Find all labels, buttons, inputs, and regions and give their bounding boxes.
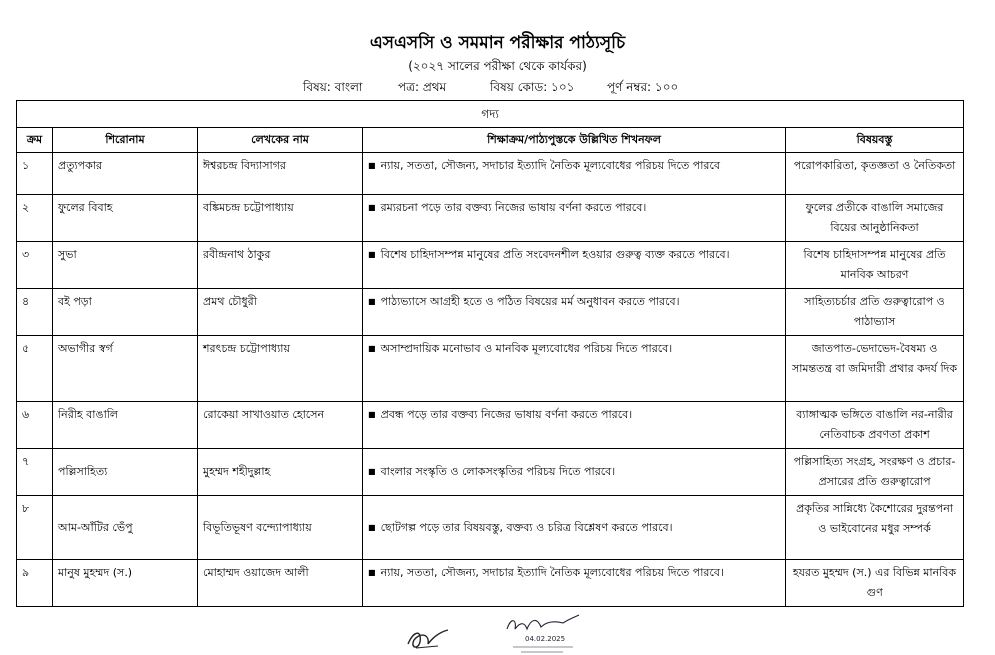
row-outcome — [363, 402, 786, 449]
outcome-text: বাংলার সংস্কৃতি ও লোকসংস্কৃতির পরিচয় দিতে পারবে। — [380, 465, 616, 478]
content-text: পল্লিসাহিত্য সংগ্রহ, সংরক্ষণ ও প্রচার-প্রসারের প্রতি গুরুত্বারোপ — [793, 455, 956, 488]
row-serial — [17, 195, 53, 242]
page-title: এসএসসি ও সমমান পরীক্ষার পাঠ্যসূচি — [369, 33, 626, 53]
bullet-icon: ■ — [368, 522, 376, 532]
table-row — [17, 449, 964, 496]
col-header-title: শিরোনাম — [53, 128, 198, 153]
row-content — [786, 289, 964, 336]
bullet-icon: ■ — [368, 250, 376, 259]
row-content — [786, 496, 964, 560]
row-outcome — [363, 195, 786, 242]
outcome-text: রম্যরচনা পড়ে তার বক্তব্য নিজের ভাষায় বর্ণনা করতে পারবে। — [380, 201, 647, 214]
bullet-icon: ■ — [368, 161, 376, 170]
title-text: ফুলের বিবাহ — [58, 201, 113, 214]
row-title — [53, 153, 198, 195]
row-title — [53, 496, 198, 560]
serial-text: ২ — [22, 201, 30, 214]
title-text: নিরীহ বাঙালি — [58, 408, 119, 421]
signature-1 — [404, 624, 452, 652]
content-text: সাহিত্যচর্চার প্রতি গুরুত্বারোপ ও পাঠাভ্যাস — [804, 295, 945, 328]
title-text: মানুষ মুহম্মদ (স.) — [58, 566, 133, 579]
syllabus-table — [16, 100, 964, 607]
outcome-text: পাঠ্যভ্যাসে আগ্রহী হতে ও পঠিত বিষয়ের মর্ম অনুধাবন করতে পারবে। — [380, 295, 680, 308]
row-author — [198, 496, 363, 560]
outcome-text: বিশেষ চাহিদাসম্পন্ন মানুষের প্রতি সংবেদনশীল হওয়ার গুরুত্ব ব্যক্ত করতে পারবে। — [380, 248, 730, 261]
author-text: ঈশ্বরচন্দ্র বিদ্যাসাগর — [203, 159, 286, 172]
row-serial — [17, 336, 53, 402]
content-text: প্রকৃতির সান্নিধ্যে কৈশোরের দুরন্তপনা ও ভাইবোনের মধুর সম্পর্ক — [796, 502, 953, 535]
subject-code-label: বিষয় কোড: ১০১ — [490, 80, 575, 94]
row-title — [53, 402, 198, 449]
row-title — [53, 289, 198, 336]
signature-date: 04.02.2025 — [525, 635, 566, 643]
paper-label: পত্র: প্রথম — [398, 80, 447, 94]
bullet-icon: ■ — [368, 467, 376, 476]
table-row — [17, 242, 964, 289]
author-text: মুহম্মদ শহীদুল্লাহ — [203, 465, 271, 478]
author-text: রবীন্দ্রনাথ ঠাকুর — [203, 248, 271, 261]
table-row — [17, 289, 964, 336]
outcome-text: প্রবন্ধ পড়ে তার বক্তব্য নিজের ভাষায় বর্ণনা করতে পারবে। — [380, 408, 633, 421]
content-text: হযরত মুহম্মদ (স.) এর বিভিন্ন মানবিক গুণ — [792, 566, 957, 599]
row-content — [786, 402, 964, 449]
serial-text: ৯ — [22, 566, 30, 579]
table-row — [17, 195, 964, 242]
bullet-icon: ■ — [368, 568, 376, 577]
content-text: ফুলের প্রতীকে বাঙালি সমাজের বিয়ের আনুষ্ঠানিকতা — [805, 201, 944, 234]
table-row — [17, 402, 964, 449]
author-text: প্রমথ চৌধুরী — [203, 295, 257, 308]
content-text: পরোপকারিতা, কৃতজ্ঞতা ও নৈতিকতা — [793, 159, 956, 172]
row-title — [53, 242, 198, 289]
row-serial — [17, 289, 53, 336]
bullet-icon: ■ — [368, 203, 376, 212]
row-serial — [17, 153, 53, 195]
row-title — [53, 336, 198, 402]
subject-meta — [0, 79, 995, 97]
title-text: অভাগীর স্বর্গ — [58, 342, 113, 355]
col-header-author: লেখকের নাম — [198, 128, 363, 153]
row-content — [786, 153, 964, 195]
row-author — [198, 195, 363, 242]
row-serial — [17, 449, 53, 496]
section-label: গদ্য — [17, 101, 964, 128]
row-title — [53, 560, 198, 607]
bullet-icon: ■ — [368, 344, 376, 353]
title-text: সুভা — [58, 248, 77, 261]
row-content — [786, 336, 964, 402]
row-author — [198, 449, 363, 496]
serial-text: ৬ — [22, 408, 30, 421]
serial-text: ৩ — [22, 248, 30, 261]
title-text: পল্লিসাহিত্য — [58, 465, 108, 478]
row-content — [786, 560, 964, 607]
table-row — [17, 336, 964, 402]
subject-label: বিষয়: বাংলা — [303, 80, 363, 94]
serial-text: ৪ — [22, 295, 30, 308]
outcome-text: ন্যায়, সততা, সৌজন্য, সদাচার ইত্যাদি নৈতিক মূল্যবোধের পরিচয় দিতে পারবে। — [380, 566, 724, 579]
row-serial — [17, 496, 53, 560]
signature-2 — [503, 611, 583, 655]
row-title — [53, 195, 198, 242]
author-text: রোকেয়া সাখাওয়াত হোসেন — [203, 408, 325, 421]
row-outcome — [363, 449, 786, 496]
content-text: জাতপাত-ভেদাভেদ-বৈষম্য ও সামন্ততন্ত্র বা জমিদারী প্রথার কদর্য দিক — [791, 342, 958, 375]
bullet-icon: ■ — [368, 297, 376, 306]
row-author — [198, 336, 363, 402]
author-text: বঙ্কিমচন্দ্র চট্টোপাধ্যায় — [203, 201, 294, 214]
row-outcome — [363, 496, 786, 560]
full-marks-label: পূর্ণ নম্বর: ১০০ — [607, 80, 679, 94]
row-outcome — [363, 336, 786, 402]
row-serial — [17, 560, 53, 607]
row-outcome — [363, 560, 786, 607]
row-author — [198, 153, 363, 195]
content-text: ব্যাঙ্গাত্মক ভঙ্গিতে বাঙালি নর-নারীর নেতিবাচক প্রবণতা প্রকাশ — [796, 408, 953, 441]
col-header-serial: ক্রম — [17, 128, 53, 153]
row-author — [198, 402, 363, 449]
outcome-text: ছোটগল্প পড়ে তার বিষয়বস্তু, বক্তব্য ও চরিত্র বিশ্লেষণ করতে পারবে। — [380, 520, 673, 534]
row-serial — [17, 402, 53, 449]
row-content — [786, 195, 964, 242]
row-author — [198, 289, 363, 336]
row-author — [198, 560, 363, 607]
author-text: শরৎচন্দ্র চট্টোপাধ্যায় — [203, 342, 290, 355]
table-row — [17, 153, 964, 195]
row-title — [53, 449, 198, 496]
author-text: বিভূতিভূষণ বন্দ্যোপাধ্যায় — [203, 520, 312, 534]
col-header-content: বিষয়বস্তু — [786, 128, 964, 153]
outcome-text: ন্যায়, সততা, সৌজন্য, সদাচার ইত্যাদি নৈতিক মূল্যবোধের পরিচয় দিতে পারবে — [380, 159, 720, 172]
title-text: আম-আঁটির ভেঁপু — [58, 520, 133, 534]
page-subtitle: (২০২৭ সালের পরীক্ষা থেকে কার্যকর) — [408, 59, 587, 73]
table-row — [17, 560, 964, 607]
serial-text: ১ — [22, 159, 30, 172]
row-outcome — [363, 289, 786, 336]
row-outcome — [363, 153, 786, 195]
row-serial — [17, 242, 53, 289]
row-author — [198, 242, 363, 289]
row-content — [786, 449, 964, 496]
serial-text: ৭ — [22, 455, 30, 468]
title-text: বই পড়া — [58, 295, 92, 308]
section-row — [17, 101, 964, 128]
bullet-icon: ■ — [368, 410, 376, 419]
title-text: প্রত্যুপকার — [58, 159, 103, 172]
header-row — [17, 128, 964, 153]
outcome-text: অসাম্প্রদায়িক মনোভাব ও মানবিক মূল্যবোধের পরিচয় দিতে পারবে। — [380, 342, 673, 355]
content-text: বিশেষ চাহিদাসম্পন্ন মানুষের প্রতি মানবিক আচরণ — [803, 248, 946, 281]
table-row — [17, 496, 964, 560]
serial-text: ৮ — [22, 502, 30, 515]
author-text: মোহাম্মদ ওয়াজেদ আলী — [203, 566, 309, 579]
row-content — [786, 242, 964, 289]
serial-text: ৫ — [22, 342, 30, 355]
row-outcome — [363, 242, 786, 289]
col-header-outcome: শিক্ষাক্রম/পাঠ্যপুস্তকে উল্লিখিত শিখনফল — [363, 128, 786, 153]
